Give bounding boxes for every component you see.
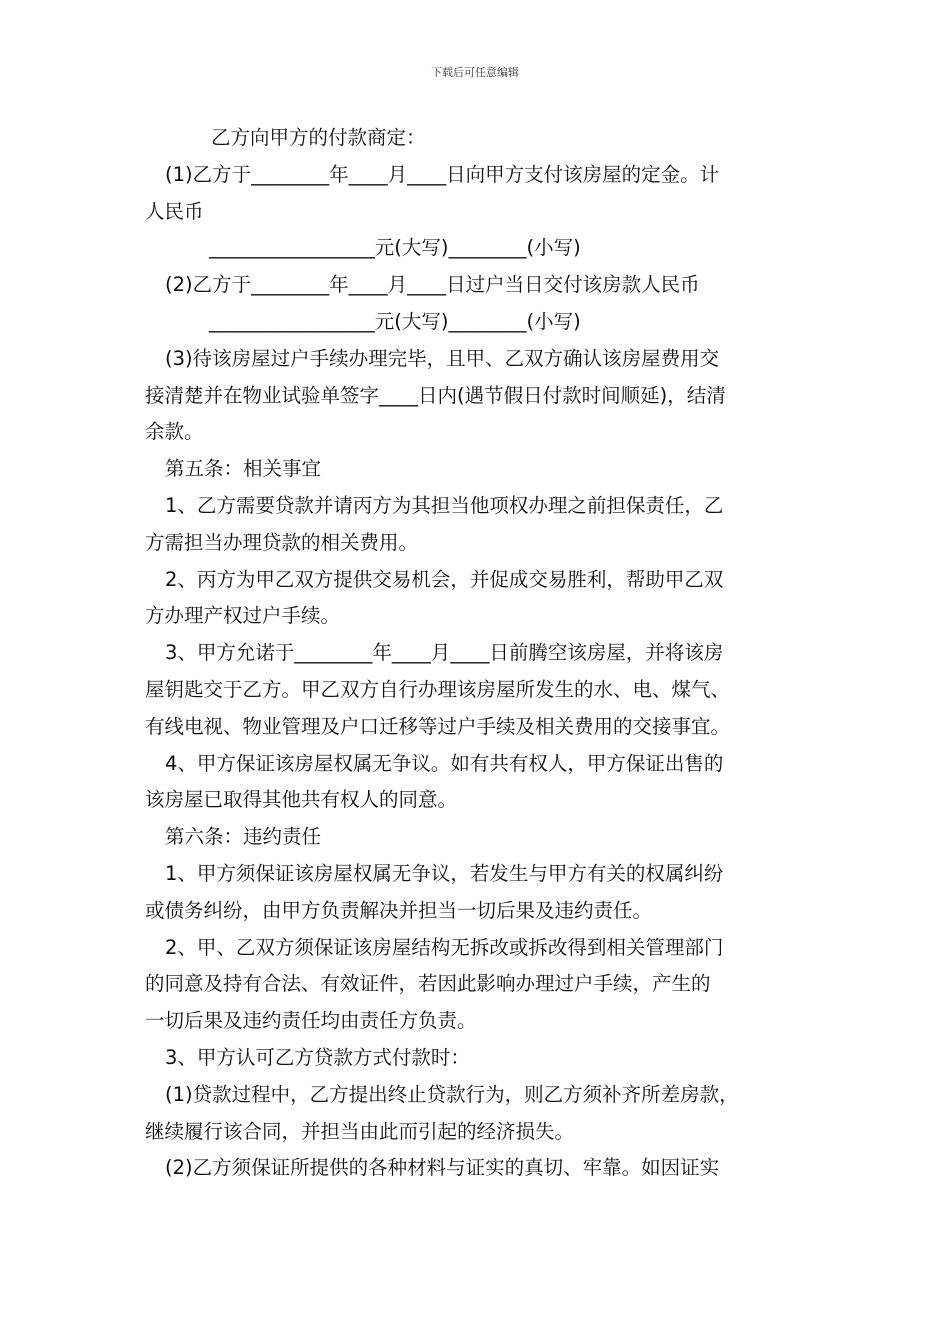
document-body bbox=[145, 120, 810, 1187]
page-header: 下载后可任意编辑 bbox=[431, 66, 519, 79]
paragraph-line: 或债务纠纷，由甲方负责解决并担当一切后果及违约责任。 bbox=[145, 898, 653, 922]
paragraph-line: (2)乙方须保证所提供的各种材料与证实的真切、牢靠。如因证实 bbox=[165, 1156, 720, 1180]
paragraph-line: 继续履行该合同，并担当由此而引起的经济损失。 bbox=[145, 1119, 575, 1143]
paragraph-line: _________________元(大写)________(小写) bbox=[209, 236, 581, 260]
paragraph-line: 屋钥匙交于乙方。甲乙双方自行办理该房屋所发生的水、电、煤气、 bbox=[145, 677, 731, 701]
paragraph-line: 1、乙方需要贷款并请丙方为其担当他项权办理之前担保责任，乙 bbox=[165, 493, 724, 517]
paragraph-line: 的同意及持有合法、有效证件，若因此影响办理过户手续，产生的 bbox=[145, 972, 711, 996]
paragraph-line: 有线电视、物业管理及户口迁移等过户手续及相关费用的交接事宜。 bbox=[145, 714, 731, 738]
paragraph-line: (1)贷款过程中，乙方提出终止贷款行为，则乙方须补齐所差房款， bbox=[165, 1082, 739, 1106]
paragraph-line: (3)待该房屋过户手续办理完毕，且甲、乙双方确认该房屋费用交 bbox=[165, 346, 720, 370]
section-heading: 第六条：违约责任 bbox=[165, 825, 322, 849]
paragraph-line: 2、丙方为甲乙双方提供交易机会，并促成交易胜利，帮助甲乙双 bbox=[165, 567, 724, 591]
paragraph-line: 4、甲方保证该房屋权属无争议。如有共有权人，甲方保证出售的 bbox=[165, 751, 724, 775]
section-heading: 第五条：相关事宜 bbox=[165, 457, 322, 481]
paragraph-line: _________________元(大写)________(小写) bbox=[209, 309, 581, 333]
paragraph-line: 2、甲、乙双方须保证该房屋结构无拆改或拆改得到相关管理部门 bbox=[165, 935, 724, 959]
paragraph-line: 方需担当办理贷款的相关费用。 bbox=[145, 530, 419, 554]
paragraph-line: 一切后果及违约责任均由责任方负责。 bbox=[145, 1009, 477, 1033]
paragraph-line: 3、甲方允诺于________年____月____日前腾空该房屋，并将该房 bbox=[165, 641, 724, 665]
paragraph-line: 方办理产权过户手续。 bbox=[145, 604, 341, 628]
paragraph-line: 接清楚并在物业试验单签字____日内(遇节假日付款时间顺延)，结清 bbox=[145, 383, 726, 407]
paragraph-line: 乙方向甲方的付款商定： bbox=[211, 126, 426, 149]
paragraph-line: (1)乙方于________年____月____日向甲方支付该房屋的定金。计 bbox=[165, 162, 720, 186]
paragraph-line: 1、甲方须保证该房屋权属无争议，若发生与甲方有关的权属纠纷 bbox=[165, 861, 724, 885]
paragraph-line: 该房屋已取得其他共有权人的同意。 bbox=[145, 788, 458, 812]
paragraph-line: 人民币 bbox=[145, 199, 204, 223]
paragraph-line: (2)乙方于________年____月____日过户当日交付该房款人民币 bbox=[165, 273, 700, 297]
paragraph-line: 3、甲方认可乙方贷款方式付款时： bbox=[165, 1045, 470, 1069]
paragraph-line: 余款。 bbox=[145, 420, 204, 444]
